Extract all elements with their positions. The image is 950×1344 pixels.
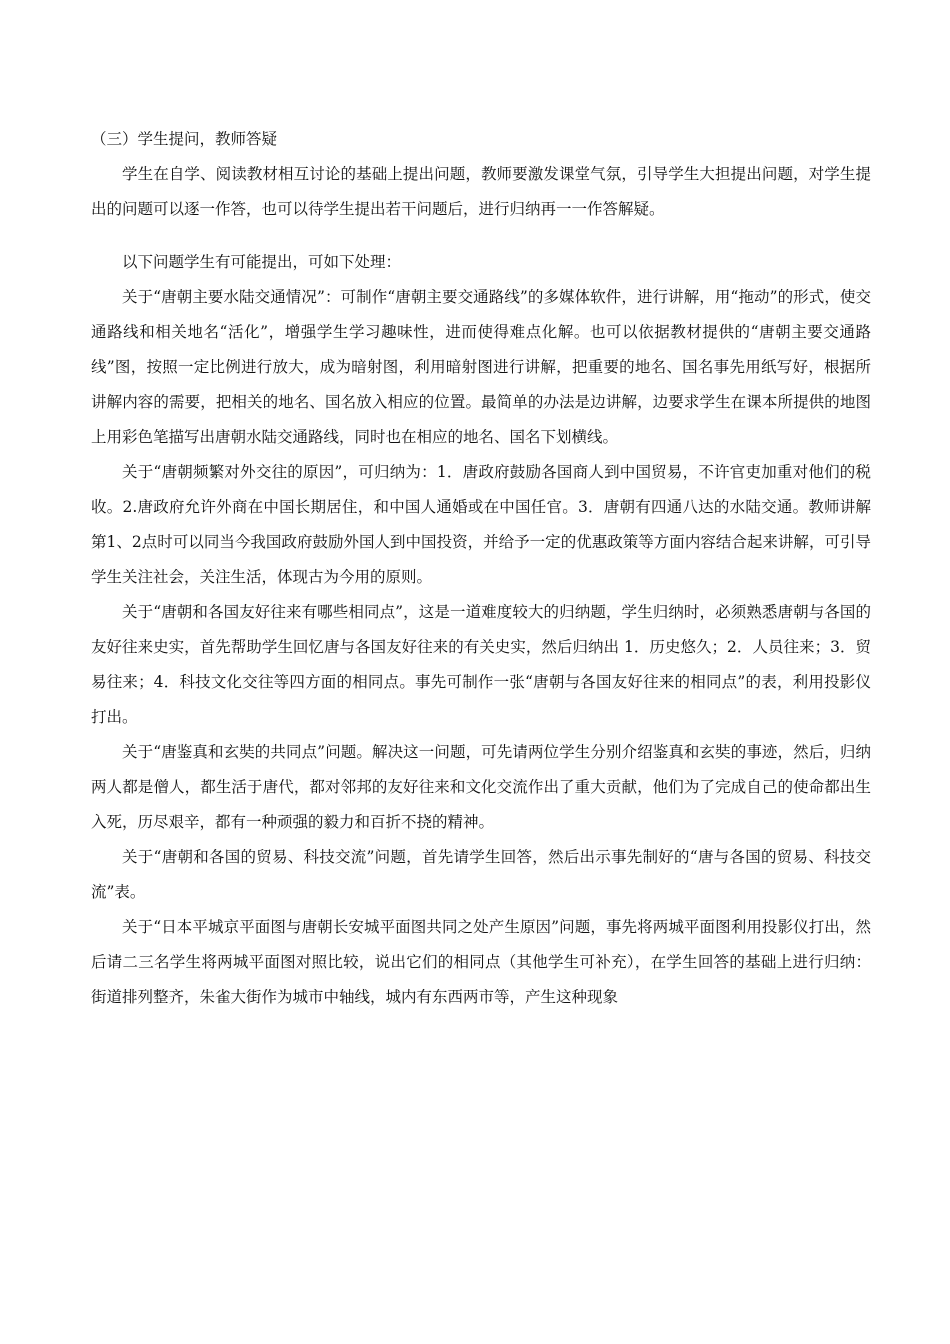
paragraph-transport: 关于“唐朝主要水陆交通情况”：可制作“唐朝主要交通路线”的多媒体软件，进行讲解，用“拖动”的形式，使交通路线和相关地名“活化”，增强学生学习趣味性，进而使得难点化解。也可以依据教材提供的“唐朝主要交通路线”图，按照一定比例进行放大，成为暗射图，利用暗射图进行讲解，把重要的地名、国名事先用纸写好，根据所讲解内容的需要，把相关的地名、国名放入相应的位置。最简单的办法是边讲解，边要求学生在课本所提供的地图上用彩色笔描写出唐朝水陆交通路线，同时也在相应的地名、国名下划横线。: [91, 288, 871, 446]
paragraph-common-points: 关于“唐朝和各国友好往来有哪些相同点”，这是一道难度较大的归纳题，学生归纳时，必须熟悉唐朝与各国的友好往来史实，首先帮助学生回忆唐与各国友好往来的有关史实，然后归纳出 1．历史悠久；2．人员往来；3．贸易往来；4．科技文化交往等四方面的相同点。事先可制作一张“唐朝与各国友好往来的相同点”的表，利用投影仪打出。: [91, 603, 871, 726]
paragraph-trade-tech: 关于“唐朝和各国的贸易、科技交流”问题，首先请学生回答，然后出示事先制好的“唐与各国的贸易、科技交流”表。: [91, 848, 871, 901]
paragraph-jianzhen-xuanzang: 关于“唐鉴真和玄奘的共同点”问题。解决这一问题，可先请两位学生分别介绍鉴真和玄奘的事迹，然后，归纳两人都是僧人，都生活于唐代，都对邻邦的友好往来和文化交流作出了重大贡献，他们为了完成自己的使命都出生入死，历尽艰辛，都有一种顽强的毅力和百折不挠的精神。: [91, 743, 871, 831]
section-heading: （三）学生提问，教师答疑: [91, 130, 278, 148]
document-body: [91, 122, 871, 1015]
paragraph-city-plans: 关于“日本平城京平面图与唐朝长安城平面图共同之处产生原因”问题，事先将两城平面图利用投影仪打出，然后请二三名学生将两城平面图对照比较，说出它们的相同点（其他学生可补充），在学生回答的基础上进行归纳：街道排列整齐，朱雀大街作为城市中轴线，城内有东西两市等，产生这种现象: [91, 918, 871, 1006]
paragraph-questions-lead: 以下问题学生有可能提出，可如下处理：: [122, 253, 402, 271]
paragraph-foreign-exchange-reasons: 关于“唐朝频繁对外交往的原因”，可归纳为：1．唐政府鼓励各国商人到中国贸易，不许官吏加重对他们的税收。2.唐政府允许外商在中国长期居住，和中国人通婚或在中国任官。3．唐朝有四通八达的水陆交通。教师讲解第1、2点时可以同当今我国政府鼓励外国人到中国投资，并给予一定的优惠政策等方面内容结合起来讲解，可引导学生关注社会，关注生活，体现古为今用的原则。: [91, 463, 871, 586]
paragraph-intro: 学生在自学、阅读教材相互讨论的基础上提出问题，教师要激发课堂气氛，引导学生大担提出问题，对学生提出的问题可以逐一作答，也可以待学生提出若干问题后，进行归纳再一一作答解疑。: [91, 165, 871, 218]
